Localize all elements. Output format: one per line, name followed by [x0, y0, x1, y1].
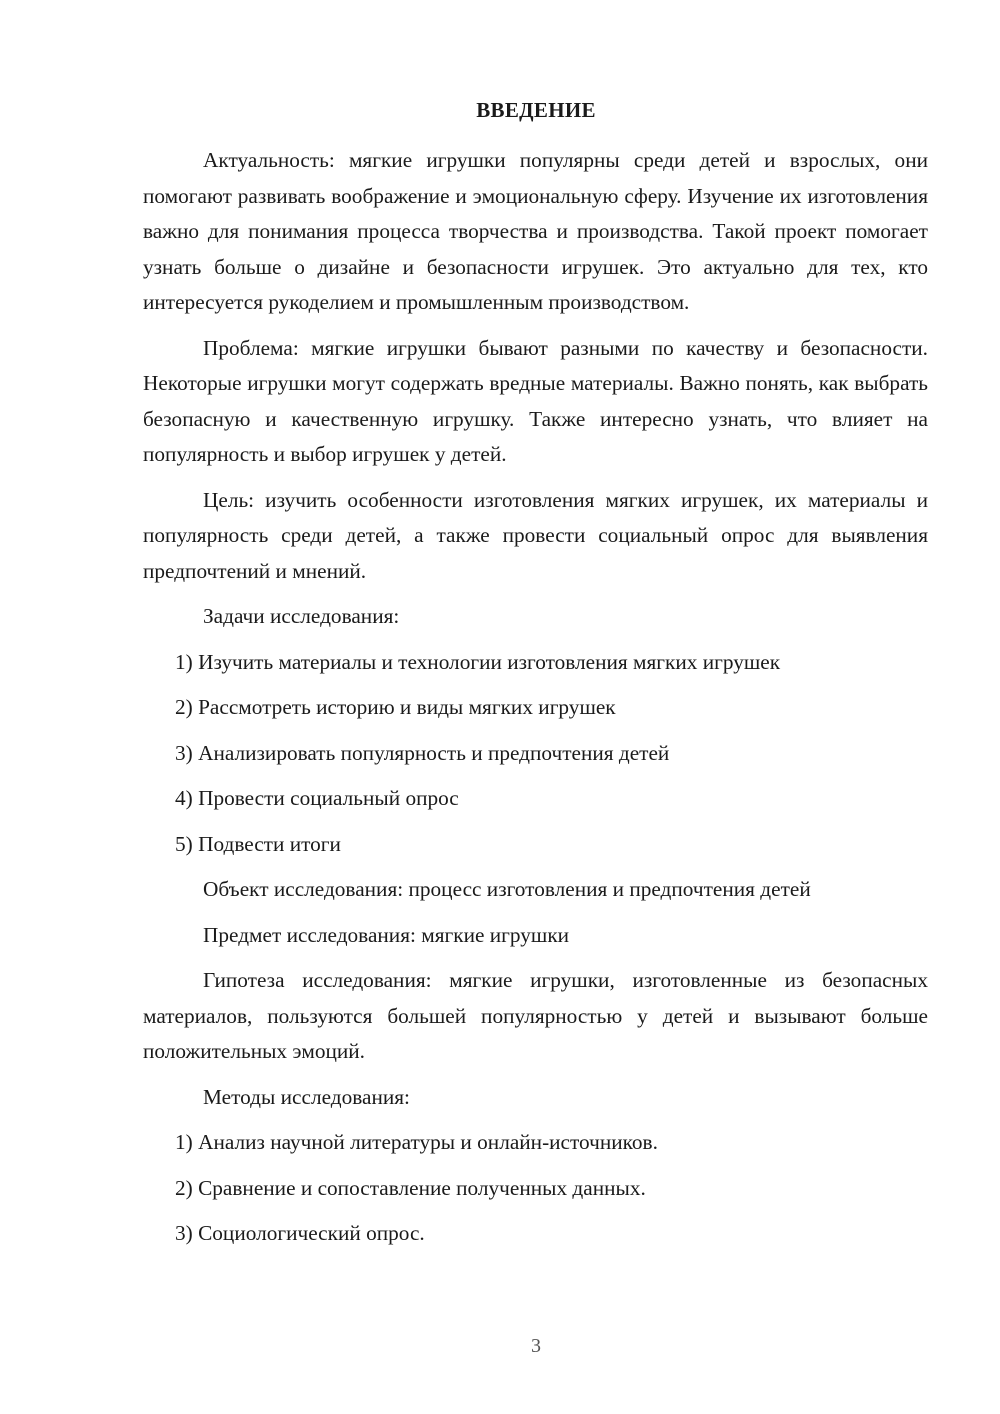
method-item: 2) Сравнение и сопоставление полученных данных. [175, 1175, 646, 1200]
task-item: 2) Рассмотреть историю и виды мягких игрушек [175, 695, 616, 719]
method-item: 3) Социологический опрос. [175, 1221, 425, 1245]
page-title: ВВЕДЕНИЕ [476, 98, 596, 122]
document-body [143, 143, 928, 1262]
tasks-heading: Задачи исследования: [203, 604, 400, 628]
methods-heading: Методы исследования: [203, 1084, 410, 1109]
method-item: 1) Анализ научной литературы и онлайн-источников. [175, 1130, 658, 1154]
task-item: 5) Подвести итоги [175, 831, 341, 856]
hypothesis-paragraph: Гипотеза исследования: мягкие игрушки, изготовленные из безопасных материалов, пользуются большей популярностью у детей и вызывают больше положительных эмоций. [143, 968, 928, 1063]
task-item: 4) Провести социальный опрос [175, 786, 459, 810]
problem-paragraph: Проблема: мягкие игрушки бывают разными по качеству и безопасности. Некоторые игрушки могут содержать вредные материалы. Важно понять, как выбрать безопасную и качественную игрушку. Также интересно узнать, что влияет на популярность и выбор игрушек у детей. [143, 335, 928, 466]
research-subject: Предмет исследования: мягкие игрушки [203, 922, 570, 947]
goal-paragraph: Цель: изучить особенности изготовления мягких игрушек, их материалы и популярность среди детей, а также провести социальный опрос для выявления предпочтений и мнений. [143, 487, 928, 583]
relevance-paragraph: Актуальность: мягкие игрушки популярны среди детей и взрослых, они помогают развивать воображение и эмоциональную сферу. Изучение их изготовления важно для понимания процесса творчества и производства. Такой проект помогает узнать больше о дизайне и безопасности игрушек. Это актуально для тех, кто интересуется рукоделием и промышленным производством. [143, 148, 928, 314]
research-object: Объект исследования: процесс изготовления и предпочтения детей [203, 877, 811, 901]
task-item: 3) Анализировать популярность и предпочтения детей [175, 740, 670, 765]
task-item: 1) Изучить материалы и технологии изготовления мягких игрушек [175, 649, 781, 674]
page-number: 3 [531, 1335, 541, 1357]
